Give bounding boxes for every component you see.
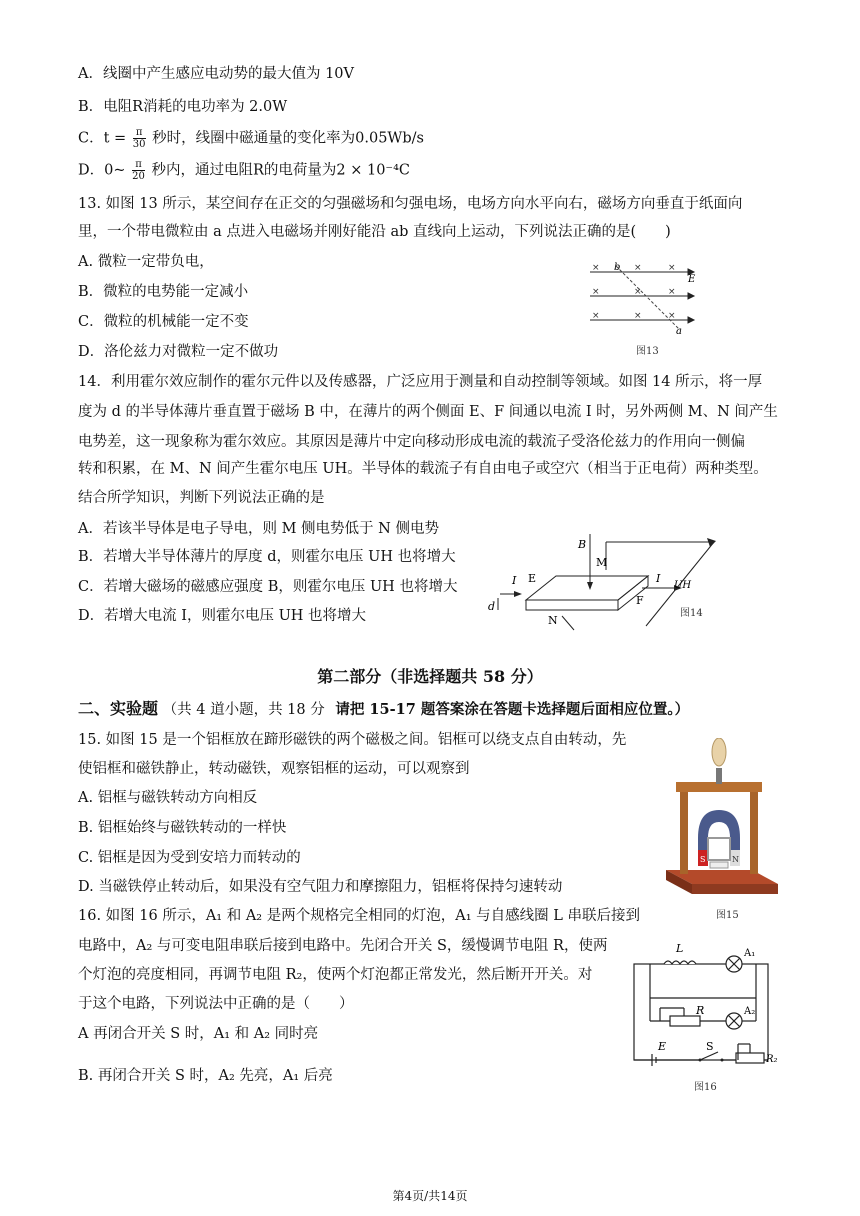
q16-stem-line2: 电路中，A₂ 与可变电阻串联后接到电路中。先闭合开关 S，缓慢调节电阻 R，使两 <box>78 938 608 954</box>
part2-title: 第二部分（非选择题共 58 分） <box>317 667 543 686</box>
q16-stem-line1: 16. 如图 16 所示，A₁ 和 A₂ 是两个规格完全相同的灯泡，A₁ 与自感线圈 L 串联后接到 <box>78 908 640 924</box>
section-note: （共 4 道小题，共 18 分 <box>162 702 325 718</box>
svg-text:×: × <box>634 287 642 297</box>
q15-option-d: D. 当磁铁停止转动后，如果没有空气阻力和摩擦阻力，铝框将保持匀速转动 <box>78 879 563 895</box>
svg-text:×: × <box>668 287 676 297</box>
q14-option-c: C．若增大磁场的磁感应强度 B，则霍尔电压 UH 也将增大 <box>78 579 458 595</box>
q12-option-d-suffix: 秒内，通过电阻R的电荷量为2 × 10⁻⁴C <box>151 162 410 179</box>
q14-stem-line1: 14．利用霍尔效应制作的霍尔元件以及传感器，广泛应用于测量和自动控制等领域。如图 14 所示，将一厚 <box>78 374 763 390</box>
q14-stem-line5: 结合所学知识，判断下列说法正确的是 <box>78 490 325 506</box>
figure-13 <box>588 258 698 338</box>
figure-15-magnet-apparatus <box>662 738 782 902</box>
q14-option-b: B．若增大半导体薄片的厚度 d，则霍尔电压 UH 也将增大 <box>78 549 456 565</box>
fig14-label-d: d <box>488 600 496 613</box>
figure-14 <box>486 530 726 636</box>
q14-stem-line3: 电势差，这一现象称为霍尔效应。其原因是薄片中定向移动形成电流的载流子受洛伦兹力的作用向一侧偏 <box>78 434 745 450</box>
fraction-denominator: 20 <box>132 171 145 182</box>
q16-option-b: B. 再闭合开关 S 时，A₂ 先亮，A₁ 后亮 <box>78 1068 333 1084</box>
fig14-label-i-left: I <box>512 574 517 587</box>
section-instruction: 请把 15-17 题答案涂在答题卡选择题后面相应位置。） <box>335 701 690 718</box>
fig16-caption: 图16 <box>694 1082 717 1093</box>
fig16-label-a2: A₂ <box>744 1006 756 1017</box>
fig16-label-e: E <box>658 1040 667 1053</box>
svg-text:×: × <box>592 263 600 273</box>
page-footer: 第4页/共14页 <box>392 1189 468 1203</box>
q12-option-b: B．电阻R消耗的电功率为 2.0W <box>78 99 288 115</box>
q13-option-d: D．洛伦兹力对微粒一定不做功 <box>78 344 279 360</box>
fig14-label-e: E <box>528 572 537 585</box>
q13-stem-line1: 13. 如图 13 所示，某空间存在正交的匀强磁场和匀强电场，电场方向水平向右，磁场方向垂直于纸面向 <box>78 196 743 212</box>
svg-text:×: × <box>634 311 642 321</box>
section-header <box>78 699 689 720</box>
q15-option-c: C. 铝框是因为受到安培力而转动的 <box>78 850 301 866</box>
q15-stem-line1: 15. 如图 15 是一个铝框放在蹄形磁铁的两个磁极之间。铝框可以绕支点自由转动，先 <box>78 732 627 748</box>
fig16-label-l: L <box>676 942 684 955</box>
fig13-caption: 图13 <box>636 346 659 357</box>
fig14-label-m: M <box>596 556 608 569</box>
q12-option-c-suffix: 秒时，线圈中磁通量的变化率为0.05Wb/s <box>152 130 424 147</box>
q12-option-d-prefix: D．0~ <box>78 162 126 179</box>
fig15-label-n: N <box>732 855 739 864</box>
svg-text:×: × <box>668 311 676 321</box>
q12-option-c-prefix: C．t = <box>78 130 127 147</box>
q16-stem-line4: 于这个电路，下列说法中正确的是（ ） <box>78 996 354 1012</box>
q15-option-a: A. 铝框与磁铁转动方向相反 <box>78 790 258 806</box>
q14-stem-line4: 转和积累，在 M、N 间产生霍尔电压 UH。半导体的载流子有自由电子或空穴（相当于正电荷）两种类型。 <box>78 461 768 477</box>
fig15-label-s: S <box>700 855 706 864</box>
fig16-label-r: R <box>696 1004 705 1017</box>
section-head: 二、实验题 <box>78 699 159 718</box>
fig14-label-b: B <box>578 538 587 551</box>
fig16-label-a1: A₁ <box>744 948 756 959</box>
svg-text:×: × <box>592 311 600 321</box>
fig13-label-a: a <box>676 326 682 337</box>
fraction-denominator: 30 <box>132 139 146 150</box>
fig15-caption: 图15 <box>716 910 739 921</box>
fig14-label-uh: UH <box>674 580 692 591</box>
fig14-caption: 图14 <box>680 608 703 619</box>
q14-option-d: D．若增大电流 I，则霍尔电压 UH 也将增大 <box>78 608 367 624</box>
q13-option-b: B．微粒的电势能一定减小 <box>78 284 249 300</box>
fig16-label-s: S <box>706 1040 714 1053</box>
q14-stem-line2: 度为 d 的半导体薄片垂直置于磁场 B 中，在薄片的两个侧面 E、F 间通以电流 I 时，另外两侧 M、N 间产生 <box>78 404 778 420</box>
fig14-label-f: F <box>636 594 644 607</box>
fraction-numerator: π <box>133 127 146 139</box>
q13-option-a: A. 微粒一定带负电， <box>78 254 214 270</box>
svg-text:×: × <box>668 263 676 273</box>
svg-text:×: × <box>634 263 642 273</box>
q16-stem-line3: 个灯泡的亮度相同，再调节电阻 R₂，使两个灯泡都正常发光，然后断开开关。对 <box>78 967 593 983</box>
q13-option-c: C．微粒的机械能一定不变 <box>78 314 249 330</box>
fraction-numerator: π <box>132 159 145 171</box>
q15-stem-line2: 使铝框和磁铁静止，转动磁铁，观察铝框的运动，可以观察到 <box>78 761 470 777</box>
fig13-label-e: E <box>688 274 696 285</box>
figure-16-circuit <box>626 936 790 1072</box>
q12-option-a: A．线圈中产生感应电动势的最大值为 10V <box>78 66 355 82</box>
q14-option-a: A．若该半导体是电子导电，则 M 侧电势低于 N 侧电势 <box>78 521 439 537</box>
fig16-label-r2: R₂ <box>766 1054 778 1065</box>
fig14-label-i-right: I <box>656 572 661 585</box>
q13-stem-line2: 里，一个带电微粒由 a 点进入电磁场并刚好能沿 ab 直线向上运动，下列说法正确的是( ) <box>78 224 671 240</box>
fig13-label-b: b <box>614 262 621 273</box>
q12-option-d <box>78 159 410 182</box>
q16-option-a: A 再闭合开关 S 时，A₁ 和 A₂ 同时亮 <box>78 1026 319 1042</box>
svg-text:×: × <box>592 287 600 297</box>
q12-option-d-fraction <box>132 159 145 182</box>
fig14-label-n: N <box>548 614 558 627</box>
q12-option-c-fraction <box>133 127 146 150</box>
q12-option-c <box>78 127 424 150</box>
q15-option-b: B. 铝框始终与磁铁转动的一样快 <box>78 820 287 836</box>
